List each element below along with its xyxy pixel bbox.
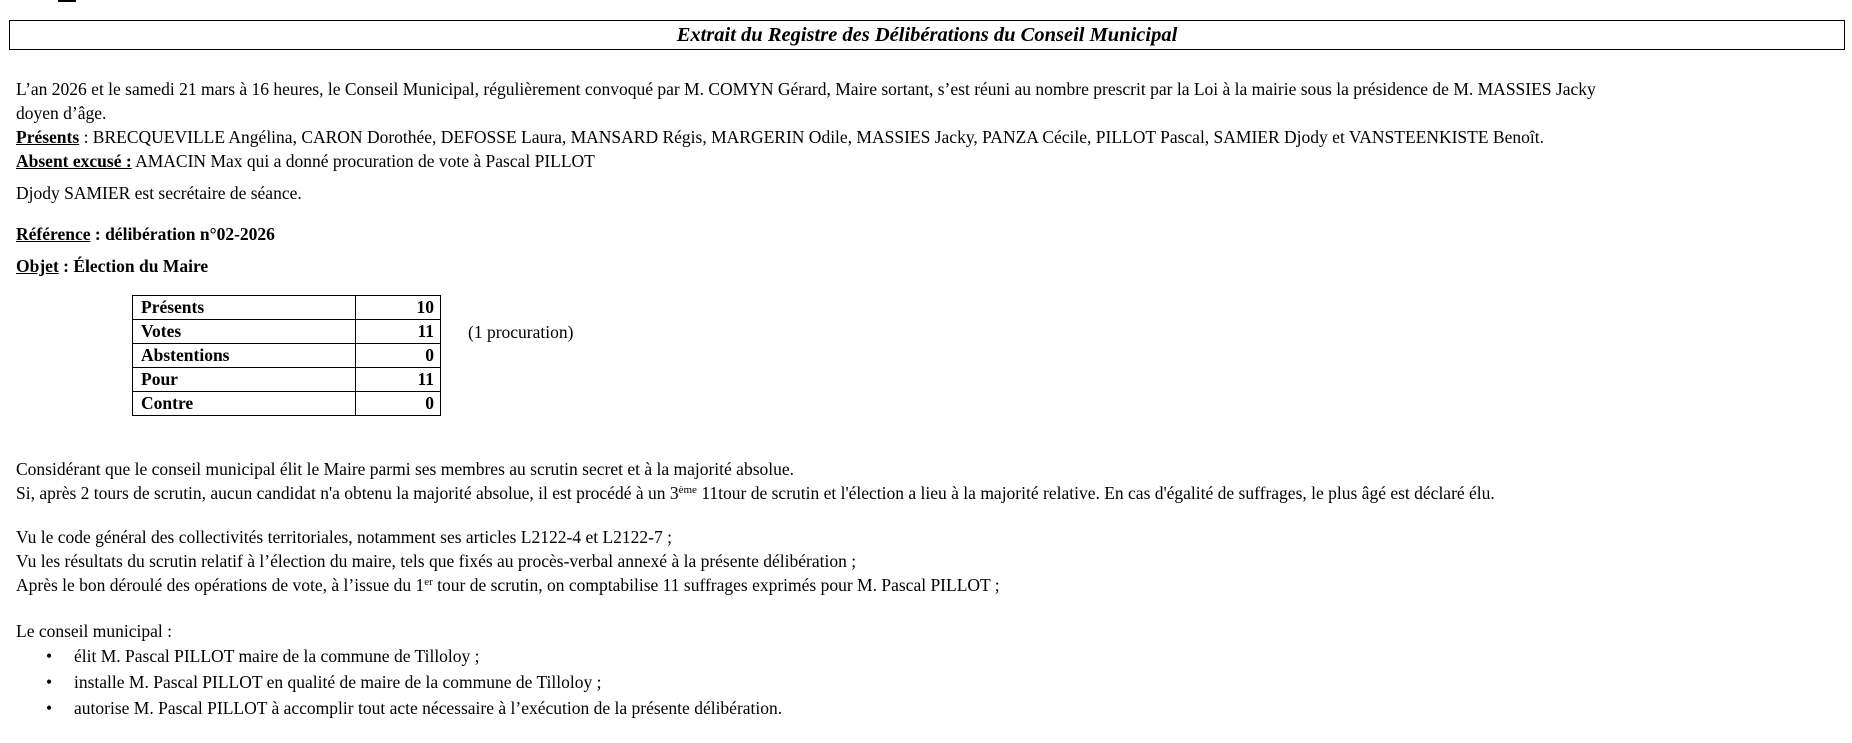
apres-vote-line: [16, 573, 1000, 597]
apres-vote-text-1: Après le bon déroulé des opérations de vote, à l’issue du 1: [16, 575, 425, 595]
table-row: [133, 344, 441, 368]
table-row: [133, 320, 441, 344]
objet-label: Objet: [16, 256, 59, 276]
objet-line: [16, 254, 208, 278]
presents-list: : BRECQUEVILLE Angélina, CARON Dorothée, DEFOSSE Laura, MANSARD Régis, MARGERIN Odile, MASSIES Jacky, PANZA Cécile, PILLOT Pascal, SAMIER Djody et VANSTEENKISTE Benoît.: [79, 127, 1544, 147]
ordinal-superscript: er: [424, 576, 433, 588]
row-label: Présents: [133, 296, 356, 320]
row-label: Pour: [133, 368, 356, 392]
scrutin-rule-text-1: Si, après 2 tours de scrutin, aucun candidat n'a obtenu la majorité absolue, il est procédé à un 3: [16, 483, 679, 503]
vu-code-line: Vu le code général des collectivités territoriales, notamment ses articles L2122-4 et L2122-7 ;: [16, 527, 672, 547]
row-value: 11: [356, 368, 441, 392]
decision-text: installe M. Pascal PILLOT en qualité de maire de la commune de Tilloloy ;: [74, 672, 602, 692]
vu-resultats-line: Vu les résultats du scrutin relatif à l’élection du maire, tels que fixés au procès-verbal annexé à la présente délibération ;: [16, 551, 857, 571]
table-row: [133, 368, 441, 392]
row-value: 0: [356, 392, 441, 416]
decision-text: autorise M. Pascal PILLOT à accomplir tout acte nécessaire à l’exécution de la présente délibération.: [74, 698, 783, 718]
row-value: 11: [356, 320, 441, 344]
intro-line-1: L’an 2026 et le samedi 21 mars à 16 heures, le Conseil Municipal, régulièrement convoqué par M. COMYN Gérard, Maire sortant, s’est réuni au nombre prescrit par la Loi à la mairie sous la présidence de M. MASSIES Jacky: [16, 79, 1596, 99]
scrutin-rule-line: [16, 481, 1495, 505]
secretary-line: Djody SAMIER est secrétaire de séance.: [16, 183, 302, 203]
top-edge-mark: [58, 0, 76, 2]
list-item: [16, 643, 782, 669]
document-title: Extrait du Registre des Délibérations du Conseil Municipal: [9, 20, 1845, 50]
decision-text: élit M. Pascal PILLOT maire de la commune de Tilloloy ;: [74, 646, 480, 666]
row-value: 10: [356, 296, 441, 320]
procuration-note: (1 procuration): [468, 322, 574, 342]
reference-value: : délibération n°02-2026: [90, 224, 275, 244]
bullet-icon: •: [46, 698, 53, 718]
presents-label: Présents: [16, 127, 80, 147]
table-row: [133, 392, 441, 416]
reference-line: [16, 222, 275, 246]
absent-line: [16, 149, 595, 173]
list-item: [16, 669, 782, 695]
conseil-heading: Le conseil municipal :: [16, 621, 172, 641]
bullet-icon: •: [46, 646, 53, 666]
presents-line: [16, 125, 1544, 149]
intro-line-2: doyen d’âge.: [16, 103, 107, 123]
vote-results-table: [132, 295, 441, 416]
row-label: Abstentions: [133, 344, 356, 368]
absent-label: Absent excusé :: [16, 151, 132, 171]
bullet-icon: •: [46, 672, 53, 692]
decision-list: [16, 643, 782, 721]
considerant-line: Considérant que le conseil municipal élit le Maire parmi ses membres au scrutin secret et à la majorité absolue.: [16, 459, 795, 479]
ordinal-superscript: ème: [678, 484, 697, 496]
table-row: [133, 296, 441, 320]
row-value: 0: [356, 344, 441, 368]
list-item: [16, 695, 782, 721]
row-label: Votes: [133, 320, 356, 344]
apres-vote-text-2: tour de scrutin, on comptabilise 11 suffrages exprimés pour M. Pascal PILLOT ;: [432, 575, 1000, 595]
reference-label: Référence: [16, 224, 91, 244]
row-label: Contre: [133, 392, 356, 416]
absent-text: AMACIN Max qui a donné procuration de vote à Pascal PILLOT: [131, 151, 595, 171]
objet-value: : Élection du Maire: [58, 256, 209, 276]
scrutin-rule-text-2: 11tour de scrutin et l'élection a lieu à la majorité relative. En cas d'égalité de suffrages, le plus âgé est déclaré élu.: [696, 483, 1495, 503]
